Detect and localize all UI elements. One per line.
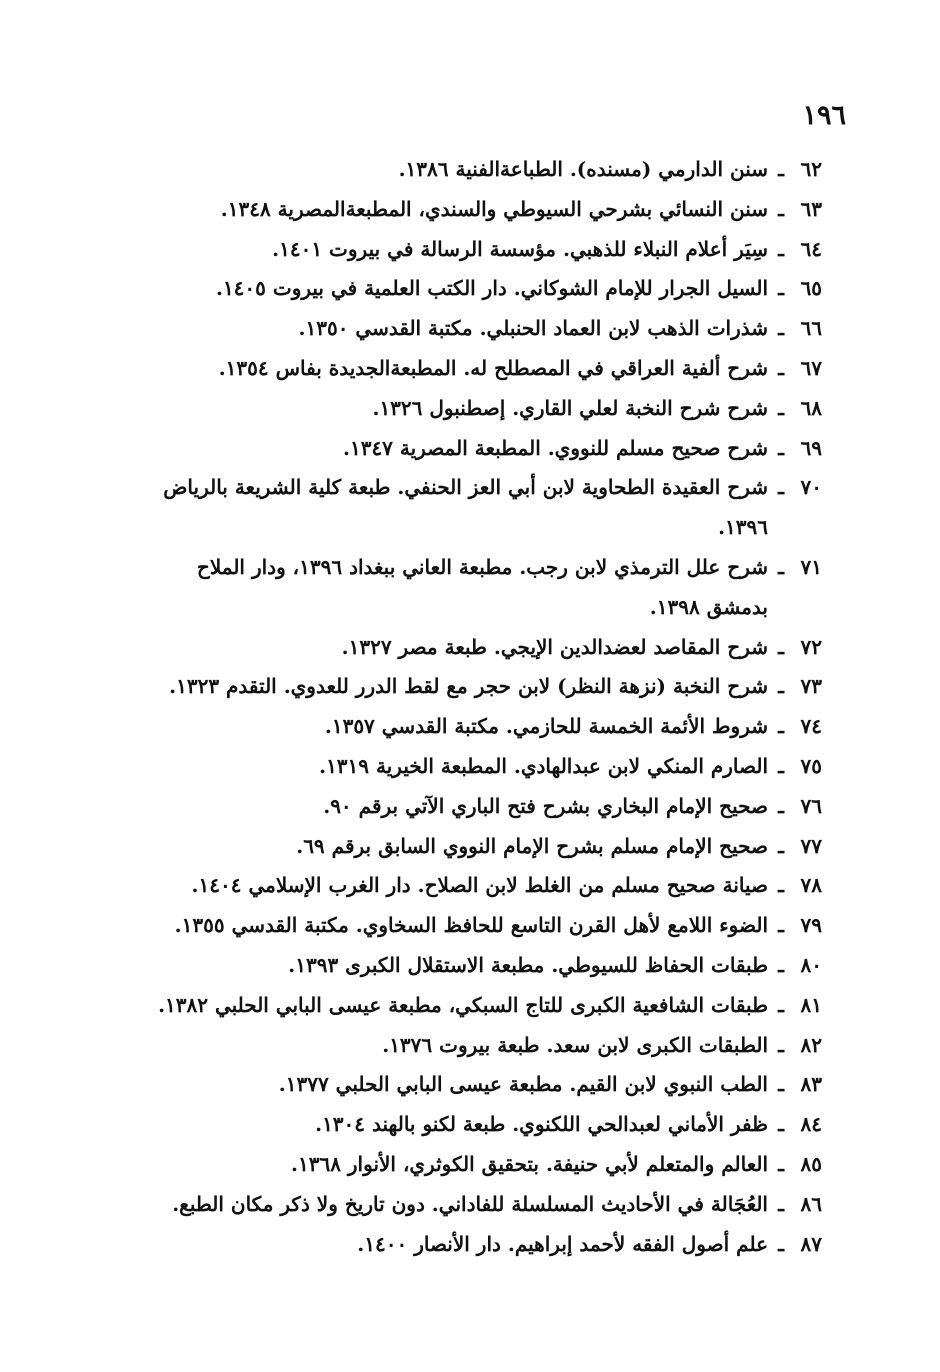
entry-dash: ـ: [778, 355, 784, 380]
entry-text: العُجَالة في الأحاديث المسلسلة للفاداني. دون تاريخ ولا ذكر مكان الطبع.: [172, 1191, 768, 1216]
bibliography-entry: [132, 628, 822, 668]
entry-dash: ـ: [778, 1151, 784, 1176]
bibliography-entry: [132, 1105, 822, 1145]
entry-dash: ـ: [778, 634, 784, 659]
entry-dash: ـ: [778, 395, 784, 420]
entry-dash: ـ: [778, 833, 784, 858]
entry-number: ٧٧: [800, 833, 822, 858]
entry-text: ظفر الأماني لعبدالحي اللكنوي. طبعة لكنو بالهند ١٣٠٤.: [315, 1112, 768, 1137]
entry-dash: ـ: [778, 992, 784, 1017]
entry-number: ٧٣: [800, 674, 822, 699]
entry-dash: ـ: [778, 157, 784, 181]
entry-dash: ـ: [778, 475, 784, 500]
bibliography-entry: [132, 309, 822, 349]
entry-number: ٧٦: [800, 793, 822, 818]
entry-text: شرح علل الترمذي لابن رجب. مطبعة العاني ببغداد ١٣٩٦، ودار الملاح بدمشق ١٣٩٨.: [196, 554, 768, 619]
entry-text: سنن النسائي بشرحي السيوطي والسندي، المطبعةالمصرية ١٣٤٨.: [220, 196, 768, 221]
entry-text: الطب النبوي لابن القيم. مطبعة عيسى البابي الحلبي ١٣٧٧.: [278, 1072, 768, 1097]
entry-number: ٦٨: [800, 395, 822, 420]
bibliography-entry: [132, 269, 822, 309]
entry-number: ٨٤: [800, 1112, 822, 1137]
entry-dash: ـ: [778, 276, 784, 301]
entry-dash: ـ: [778, 793, 784, 818]
entry-dash: ـ: [778, 952, 784, 977]
entry-text: طبقات الحفاظ للسيوطي. مطبعة الاستقلال الكبرى ١٣٩٣.: [288, 952, 768, 977]
entry-text: الضوء اللامع لأهل القرن التاسع للحافظ السخاوي. مكتبة القدسي ١٣٥٥.: [174, 913, 768, 938]
entry-number: ٧٢: [800, 634, 822, 659]
entry-dash: ـ: [778, 316, 784, 341]
entry-text: شرح النخبة (نزهة النظر) لابن حجر مع لقط الدرر للعدوي. التقدم ١٣٢٣.: [169, 674, 768, 699]
bibliography-entry: [132, 230, 822, 270]
entry-dash: ـ: [778, 714, 784, 739]
bibliography-entry: [132, 667, 822, 707]
entry-text: شرح العقيدة الطحاوية لابن أبي العز الحنفي. طبعة كلية الشريعة بالرياض ١٣٩٦.: [163, 475, 768, 540]
entry-number: ٦٩: [800, 435, 822, 460]
entry-number: ٧١: [800, 554, 822, 579]
bibliography-entry: [132, 1065, 822, 1105]
bibliography-entry: [132, 866, 822, 906]
entry-number: ٦٣: [800, 196, 822, 221]
bibliography-entry: [132, 1225, 822, 1265]
entry-number: ٨٠: [800, 952, 822, 977]
bibliography-entry: [132, 1026, 822, 1066]
bibliography-entry: [132, 1185, 822, 1225]
bibliography-entry: [132, 190, 822, 230]
entry-dash: ـ: [778, 674, 784, 699]
entry-number: ٦٥: [800, 276, 822, 301]
entry-dash: ـ: [778, 435, 784, 460]
entry-text: علم أصول الفقه لأحمد إبراهيم. دار الأنصار ١٤٠٠.: [357, 1231, 768, 1256]
entry-text: صحيح الإمام مسلم بشرح الإمام النووي السابق برقم ٦٩.: [296, 833, 768, 858]
entry-text: شروط الأئمة الخمسة للحازمي. مكتبة القدسي ١٣٥٧.: [324, 714, 768, 739]
bibliography-entry: [132, 150, 822, 190]
entry-number: ٨٦: [800, 1191, 822, 1216]
entry-text: سِيَر أعلام النبلاء للذهبي. مؤسسة الرسالة في بيروت ١٤٠١.: [272, 236, 768, 261]
bibliography-entry: [132, 747, 822, 787]
entry-number: ٨١: [800, 992, 822, 1017]
page-number: ١٩٦: [802, 100, 846, 131]
bibliography-entry: [132, 468, 822, 548]
entry-number: ٦٧: [800, 355, 822, 380]
entry-text: شرح المقاصد لعضدالدين الإيجي. طبعة مصر ١٣٢٧.: [341, 634, 768, 659]
bibliography-entry: [132, 906, 822, 946]
bibliography-list: [132, 150, 822, 1264]
entry-text: صيانة صحيح مسلم من الغلط لابن الصلاح. دار الغرب الإسلامي ١٤٠٤.: [191, 873, 768, 898]
entry-dash: ـ: [778, 1032, 784, 1057]
entry-number: ٨٧: [800, 1231, 822, 1256]
entry-number: ٦٦: [800, 316, 822, 341]
entry-dash: ـ: [778, 913, 784, 938]
entry-number: ٨٣: [800, 1072, 822, 1097]
entry-number: ٦٤: [800, 236, 822, 261]
entry-text: صحيح الإمام البخاري بشرح فتح الباري الآتي برقم ٩٠.: [323, 793, 768, 818]
entry-text: شرح شرح النخبة لعلي القاري. إصطنبول ١٣٢٦.: [372, 395, 768, 420]
entry-number: ٧٥: [800, 753, 822, 778]
entry-text: الطبقات الكبرى لابن سعد. طبعة بيروت ١٣٧٦.: [382, 1032, 768, 1057]
entry-number: ٨٥: [800, 1151, 822, 1176]
entry-number: ٧٤: [800, 714, 822, 739]
entry-number: ٧٠: [800, 475, 822, 500]
entry-text: شذرات الذهب لابن العماد الحنبلي. مكتبة القدسي ١٣٥٠.: [298, 316, 768, 341]
bibliography-entry: [132, 827, 822, 867]
bibliography-entry: [132, 707, 822, 747]
bibliography-entry: [132, 787, 822, 827]
entry-dash: ـ: [778, 196, 784, 221]
bibliography-entry: [132, 1145, 822, 1185]
entry-number: ٦٢: [800, 157, 822, 181]
entry-dash: ـ: [778, 236, 784, 261]
bibliography-entry: [132, 946, 822, 986]
entry-text: شرح ألفية العراقي في المصطلح له. المطبعةالجديدة بفاس ١٣٥٤.: [218, 355, 768, 380]
entry-text: سنن الدارمي (مسنده). الطباعةالفنية ١٣٨٦.: [398, 157, 768, 181]
entry-text: العالم والمتعلم لأبي حنيفة. بتحقيق الكوثري، الأنوار ١٣٦٨.: [291, 1151, 768, 1176]
entry-dash: ـ: [778, 1191, 784, 1216]
entry-text: السيل الجرار للإمام الشوكاني. دار الكتب العلمية في بيروت ١٤٠٥.: [215, 276, 768, 301]
entry-dash: ـ: [778, 554, 784, 579]
entry-text: الصارم المنكي لابن عبدالهادي. المطبعة الخيرية ١٣١٩.: [319, 753, 768, 778]
bibliography-entry: [132, 389, 822, 429]
entry-dash: ـ: [778, 1231, 784, 1256]
entry-text: شرح صحيح مسلم للنووي. المطبعة المصرية ١٣٤٧.: [342, 435, 768, 460]
entry-dash: ـ: [778, 1112, 784, 1137]
bibliography-entry: [132, 986, 822, 1026]
bibliography-entry: [132, 548, 822, 628]
entry-dash: ـ: [778, 753, 784, 778]
entry-number: ٨٢: [800, 1032, 822, 1057]
entry-text: طبقات الشافعية الكبرى للتاج السبكي، مطبعة عيسى البابي الحلبي ١٣٨٢.: [158, 992, 768, 1017]
bibliography-entry: [132, 349, 822, 389]
entry-dash: ـ: [778, 1072, 784, 1097]
entry-number: ٧٨: [800, 873, 822, 898]
entry-number: ٧٩: [800, 913, 822, 938]
entry-dash: ـ: [778, 873, 784, 898]
bibliography-entry: [132, 429, 822, 469]
